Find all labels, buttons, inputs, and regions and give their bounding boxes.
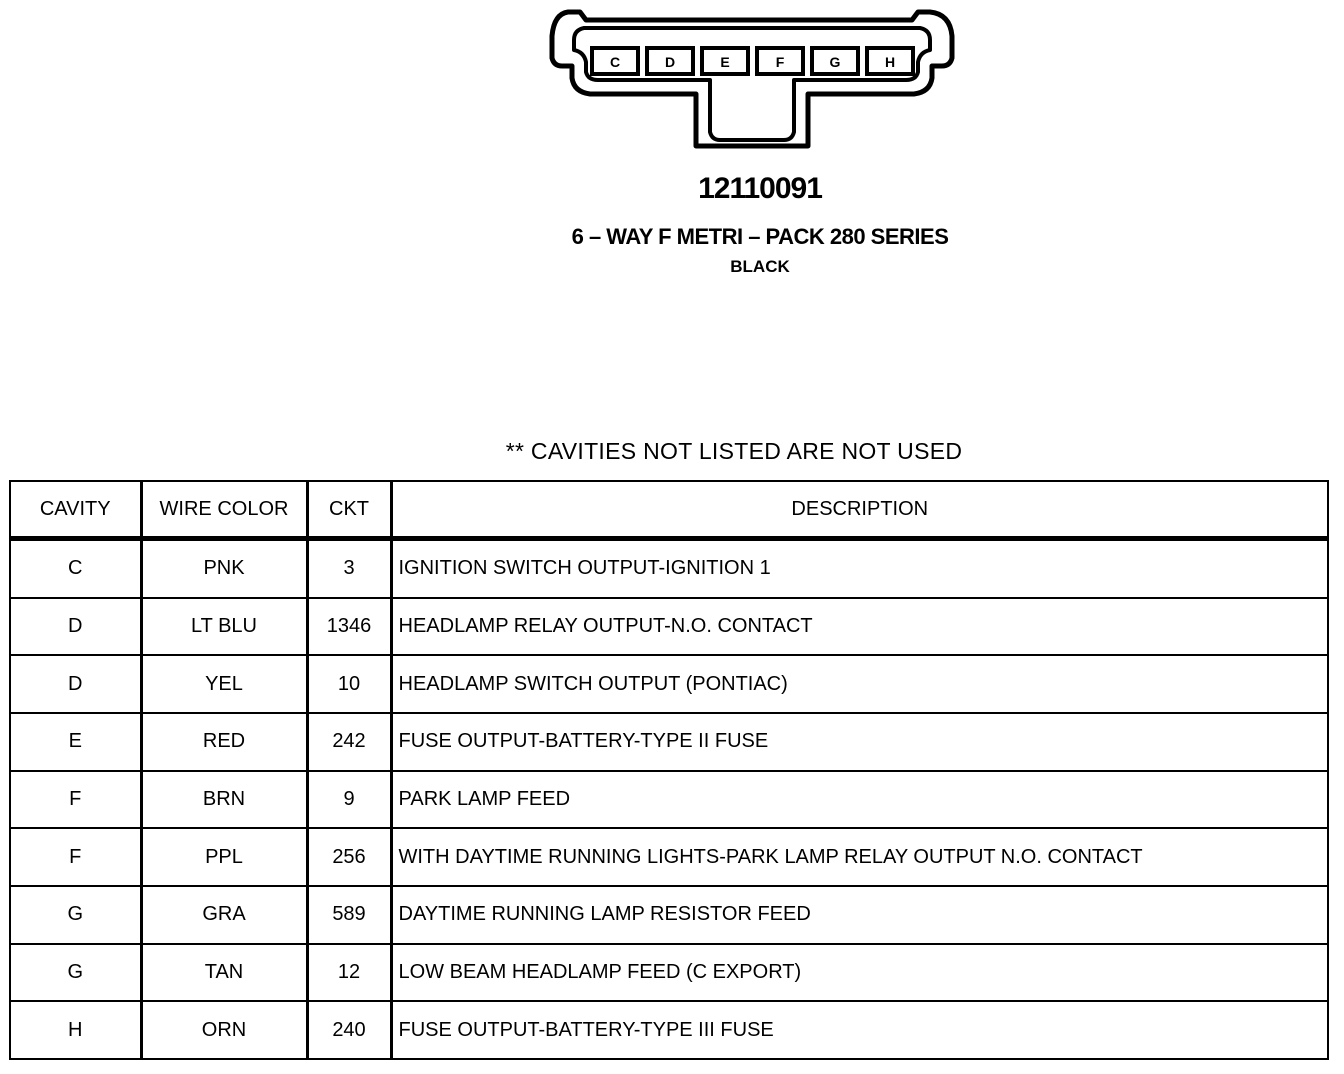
cell-wire-color: TAN <box>141 944 307 1002</box>
table-row <box>10 886 1328 944</box>
cavity-label-f: F <box>775 54 785 70</box>
cell-cavity: F <box>10 828 141 886</box>
cell-description: PARK LAMP FEED <box>391 771 1328 829</box>
header-wire-color: WIRE COLOR <box>141 481 307 539</box>
header-description: DESCRIPTION <box>391 481 1328 539</box>
cell-cavity: F <box>10 771 141 829</box>
cavity-label-e: E <box>720 54 730 70</box>
cell-wire-color: PNK <box>141 539 307 598</box>
cavity-label-c: C <box>609 54 621 70</box>
cell-description: WITH DAYTIME RUNNING LIGHTS-PARK LAMP RELAY OUTPUT N.O. CONTACT <box>391 828 1328 886</box>
cavity-label-h: H <box>884 54 896 70</box>
cell-ckt: 589 <box>307 886 391 944</box>
cell-cavity: G <box>10 886 141 944</box>
cavity-label-d: D <box>664 54 676 70</box>
cell-wire-color: RED <box>141 713 307 771</box>
part-number: 12110091 <box>698 172 822 205</box>
connector-outline <box>552 12 952 146</box>
cell-ckt: 10 <box>307 655 391 713</box>
cell-cavity: D <box>10 598 141 656</box>
table-header-row <box>10 481 1328 539</box>
table-row <box>10 828 1328 886</box>
cell-wire-color: YEL <box>141 655 307 713</box>
cell-cavity: D <box>10 655 141 713</box>
cell-wire-color: PPL <box>141 828 307 886</box>
table-row <box>10 713 1328 771</box>
cell-ckt: 256 <box>307 828 391 886</box>
header-cavity: CAVITY <box>10 481 141 539</box>
cell-description: HEADLAMP RELAY OUTPUT-N.O. CONTACT <box>391 598 1328 656</box>
cell-wire-color: LT BLU <box>141 598 307 656</box>
connector-color: BLACK <box>730 257 790 276</box>
cell-cavity: G <box>10 944 141 1002</box>
cavity-label-g: G <box>829 54 841 70</box>
cell-ckt: 1346 <box>307 598 391 656</box>
cell-ckt: 9 <box>307 771 391 829</box>
cell-cavity: E <box>10 713 141 771</box>
unused-cavities-note: ** CAVITIES NOT LISTED ARE NOT USED <box>505 438 963 464</box>
table-row <box>10 598 1328 656</box>
cell-description: FUSE OUTPUT-BATTERY-TYPE III FUSE <box>391 1001 1328 1059</box>
cavity-group <box>592 48 913 74</box>
cell-description: LOW BEAM HEADLAMP FEED (C EXPORT) <box>391 944 1328 1002</box>
cell-wire-color: GRA <box>141 886 307 944</box>
cell-ckt: 240 <box>307 1001 391 1059</box>
cell-cavity: H <box>10 1001 141 1059</box>
cell-description: DAYTIME RUNNING LAMP RESISTOR FEED <box>391 886 1328 944</box>
connector-diagram <box>0 0 1344 170</box>
cell-ckt: 242 <box>307 713 391 771</box>
table-row <box>10 771 1328 829</box>
table-row <box>10 539 1328 598</box>
cell-description: FUSE OUTPUT-BATTERY-TYPE II FUSE <box>391 713 1328 771</box>
table-row <box>10 1001 1328 1059</box>
cell-wire-color: ORN <box>141 1001 307 1059</box>
connector-description: 6 – WAY F METRI – PACK 280 SERIES <box>571 224 949 249</box>
cell-description: HEADLAMP SWITCH OUTPUT (PONTIAC) <box>391 655 1328 713</box>
cell-cavity: C <box>10 539 141 598</box>
table-row <box>10 944 1328 1002</box>
table-row <box>10 655 1328 713</box>
pinout-table <box>9 480 1329 1060</box>
cell-description: IGNITION SWITCH OUTPUT-IGNITION 1 <box>391 539 1328 598</box>
cell-ckt: 3 <box>307 539 391 598</box>
cell-wire-color: BRN <box>141 771 307 829</box>
cell-ckt: 12 <box>307 944 391 1002</box>
header-ckt: CKT <box>307 481 391 539</box>
